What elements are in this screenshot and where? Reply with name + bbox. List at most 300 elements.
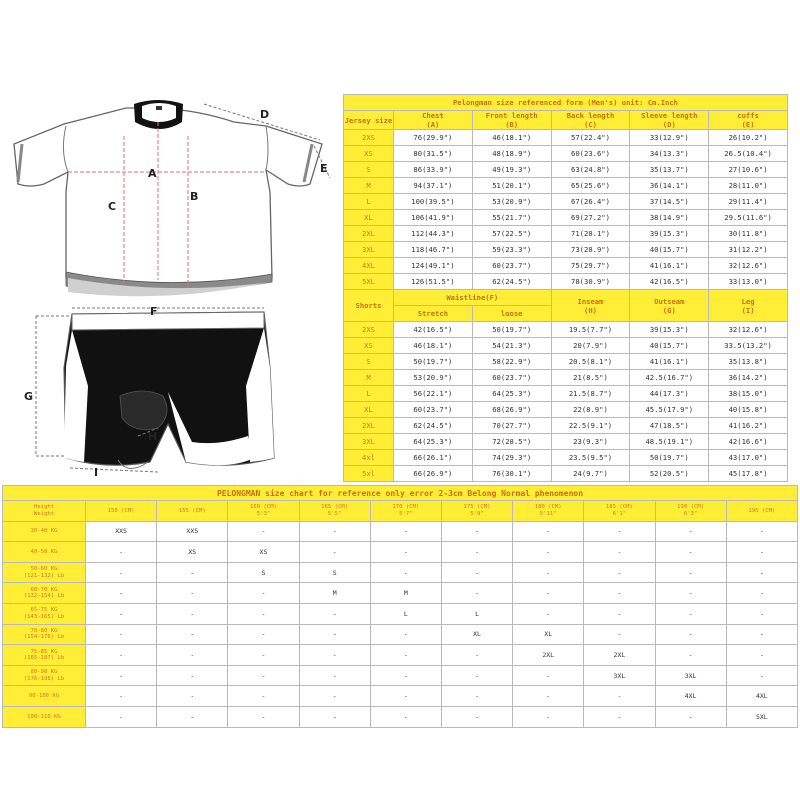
measure-cell: 59(23.3") xyxy=(472,242,551,258)
size-recommendation-cell: - xyxy=(370,521,441,542)
header-code: (C) xyxy=(584,120,597,129)
measure-cell: 20.5(8.1") xyxy=(551,354,630,370)
weight-kg: 100-110 KG xyxy=(27,713,61,720)
measure-cell: 30(11.8") xyxy=(709,226,788,242)
measure-cell: 26(10.2") xyxy=(709,130,788,146)
height-header xyxy=(157,501,228,522)
header-name: Leg xyxy=(741,296,755,306)
weight-lb: (165-187) Lb xyxy=(23,654,65,661)
size-cell: XS xyxy=(344,338,394,354)
size-recommendation-cell: - xyxy=(513,521,584,542)
jersey-size-row xyxy=(344,178,788,194)
measure-cell: 36(14.2") xyxy=(709,370,788,386)
size-recommendation-cell: - xyxy=(513,542,584,563)
size-recommendation-cell: - xyxy=(441,706,512,727)
weight-row xyxy=(3,542,798,563)
back-length-header xyxy=(551,111,630,130)
size-cell: 2XL xyxy=(344,226,394,242)
weight-cell xyxy=(3,562,86,583)
measure-cell: 49(19.3") xyxy=(472,162,551,178)
height-header xyxy=(655,501,726,522)
measure-cell: 22.5(9.1") xyxy=(551,418,630,434)
size-recommendation-cell: - xyxy=(370,665,441,686)
label-d: D xyxy=(260,108,270,121)
sleeve-length-header xyxy=(630,111,709,130)
measure-cell: 31(12.2") xyxy=(709,242,788,258)
height-ft: 5'5" xyxy=(327,510,342,517)
size-recommendation-cell: - xyxy=(441,583,512,604)
size-recommendation-cell: - xyxy=(655,562,726,583)
measure-cell: 51(20.1") xyxy=(472,178,551,194)
measure-cell: 26.5(10.4") xyxy=(709,146,788,162)
shorts-size-row xyxy=(344,370,788,386)
weight-cell xyxy=(3,665,86,686)
measure-cell: 21.5(8.7") xyxy=(551,386,630,402)
size-recommendation-cell: - xyxy=(513,562,584,583)
header-name: Sleeve length xyxy=(641,111,698,120)
header-code: (B) xyxy=(505,120,519,129)
size-recommendation-cell: - xyxy=(726,603,797,624)
jersey-size-row xyxy=(344,226,788,242)
measure-cell: 40(15.7") xyxy=(630,242,709,258)
height-cm: 160 (CM) xyxy=(249,504,277,511)
size-recommendation-cell: - xyxy=(441,521,512,542)
measure-cell: 56(22.1") xyxy=(394,386,473,402)
size-recommendation-cell: M xyxy=(299,583,370,604)
size-cell: 2XL xyxy=(344,418,394,434)
height-cm: 175 (CM) xyxy=(463,504,491,511)
measure-cell: 47(18.5") xyxy=(630,418,709,434)
height-cm: 185 (CM) xyxy=(605,504,633,511)
weight-cell xyxy=(3,583,86,604)
size-recommendation-cell: - xyxy=(157,583,228,604)
measure-cell: 112(44.3") xyxy=(394,226,473,242)
measure-cell: 64(25.3") xyxy=(472,386,551,402)
corner-height: Height xyxy=(33,504,55,511)
weight-cell xyxy=(3,706,86,727)
measure-cell: 60(23.6") xyxy=(551,146,630,162)
size-recommendation-cell: - xyxy=(86,603,157,624)
size-recommendation-cell: - xyxy=(584,562,655,583)
shorts-size-row xyxy=(344,418,788,434)
size-recommendation-cell: - xyxy=(228,521,299,542)
measure-cell: 55(21.7") xyxy=(472,210,551,226)
stretch-header: Stretch xyxy=(394,306,473,322)
weight-lb: (143-165) Lb xyxy=(23,613,65,620)
size-recommendation-cell: - xyxy=(86,624,157,645)
size-recommendation-cell: - xyxy=(157,686,228,707)
size-recommendation-cell: - xyxy=(228,624,299,645)
size-recommendation-cell: - xyxy=(157,665,228,686)
size-table-title: Pelongman size referenced form (Men's) unit: Cm.Inch xyxy=(344,95,788,111)
header-code: (G) xyxy=(662,305,676,315)
shorts-header-row xyxy=(344,290,788,306)
height-ft: 6'3" xyxy=(683,510,698,517)
weight-row xyxy=(3,665,798,686)
weight-row xyxy=(3,645,798,666)
size-recommendation-cell: - xyxy=(584,603,655,624)
size-recommendation-cell: 3XL xyxy=(584,665,655,686)
jersey-size-row xyxy=(344,162,788,178)
height-weight-corner xyxy=(3,501,86,522)
size-cell: M xyxy=(344,370,394,386)
measure-cell: 41(16.1") xyxy=(630,354,709,370)
size-cell: XL xyxy=(344,210,394,226)
measure-cell: 66(26.1") xyxy=(394,450,473,466)
weight-row xyxy=(3,583,798,604)
measure-cell: 21(8.5") xyxy=(551,370,630,386)
measure-cell: 23.5(9.5") xyxy=(551,450,630,466)
measure-cell: 69(27.2") xyxy=(551,210,630,226)
cuffs-header xyxy=(709,111,788,130)
measure-cell: 64(25.3") xyxy=(394,434,473,450)
jersey-size-row xyxy=(344,194,788,210)
measure-cell: 66(26.9") xyxy=(394,466,473,482)
size-recommendation-cell: - xyxy=(228,583,299,604)
header-code: (E) xyxy=(741,120,755,129)
loose-header: loose xyxy=(472,306,551,322)
measure-cell: 37(14.5") xyxy=(630,194,709,210)
size-recommendation-cell: - xyxy=(157,562,228,583)
waistline-header: Waistline(F) xyxy=(394,290,552,306)
garment-diagram xyxy=(8,96,340,478)
size-recommendation-cell: - xyxy=(655,645,726,666)
measure-cell: 32(12.6") xyxy=(709,322,788,338)
weight-kg: 40-50 KG xyxy=(30,548,58,555)
size-cell: 3XL xyxy=(344,242,394,258)
shorts-header: Shorts xyxy=(344,290,394,322)
measure-cell: 29.5(11.6") xyxy=(709,210,788,226)
height-cm: 180 (CM) xyxy=(534,504,562,511)
measure-cell: 100(39.5") xyxy=(394,194,473,210)
height-header xyxy=(513,501,584,522)
label-h: H xyxy=(148,430,158,443)
size-recommendation-cell: - xyxy=(86,645,157,666)
measure-cell: 46(18.1") xyxy=(472,130,551,146)
size-recommendation-cell: - xyxy=(228,665,299,686)
size-recommendation-cell: - xyxy=(299,686,370,707)
size-recommendation-cell: - xyxy=(655,583,726,604)
jersey-size-header: Jersey size xyxy=(344,111,394,130)
weight-row xyxy=(3,562,798,583)
size-table-body xyxy=(344,95,788,482)
size-recommendation-cell: - xyxy=(86,583,157,604)
size-recommendation-cell: XXS xyxy=(86,521,157,542)
measure-cell: 35(13.8") xyxy=(709,354,788,370)
shorts-size-row xyxy=(344,322,788,338)
measure-cell: 57(22.5") xyxy=(472,226,551,242)
shorts-size-row xyxy=(344,466,788,482)
jersey-drawing xyxy=(14,100,330,296)
measure-cell: 45(17.8") xyxy=(709,466,788,482)
weight-cell xyxy=(3,603,86,624)
measure-cell: 75(29.7") xyxy=(551,258,630,274)
header-name: Inseam xyxy=(577,296,604,306)
size-recommendation-cell: - xyxy=(370,686,441,707)
header-code: (I) xyxy=(741,305,755,315)
size-recommendation-cell: L xyxy=(370,603,441,624)
size-cell: 2XS xyxy=(344,130,394,146)
table-title-row xyxy=(344,95,788,111)
size-recommendation-cell: - xyxy=(513,665,584,686)
size-recommendation-cell: XS xyxy=(157,542,228,563)
measure-cell: 70(27.7") xyxy=(472,418,551,434)
size-cell: M xyxy=(344,178,394,194)
jersey-size-row xyxy=(344,274,788,290)
size-recommendation-cell: - xyxy=(584,542,655,563)
measure-cell: 39(15.3") xyxy=(630,226,709,242)
size-recommendation-cell: - xyxy=(441,665,512,686)
size-recommendation-cell: - xyxy=(299,521,370,542)
size-recommendation-cell: - xyxy=(441,562,512,583)
size-cell: 4XL xyxy=(344,258,394,274)
measure-cell: 40(15.7") xyxy=(630,338,709,354)
shorts-size-row xyxy=(344,386,788,402)
measure-cell: 38(14.9") xyxy=(630,210,709,226)
measure-cell: 76(29.9") xyxy=(394,130,473,146)
header-name: Chest xyxy=(422,111,444,120)
size-cell: S xyxy=(344,354,394,370)
measure-cell: 28(11.0") xyxy=(709,178,788,194)
measure-cell: 73(28.9") xyxy=(551,242,630,258)
header-code: (A) xyxy=(426,120,440,129)
weight-kg: 60-70 KG xyxy=(30,586,58,593)
size-cell: L xyxy=(344,194,394,210)
weight-row xyxy=(3,686,798,707)
measure-cell: 24(9.7") xyxy=(551,466,630,482)
weight-cell xyxy=(3,624,86,645)
jersey-size-row xyxy=(344,130,788,146)
height-header-row xyxy=(3,501,798,522)
size-recommendation-cell: - xyxy=(157,624,228,645)
corner-weight: Weight xyxy=(33,510,55,517)
measure-cell: 126(51.5") xyxy=(394,274,473,290)
shorts-size-row xyxy=(344,354,788,370)
size-recommendation-cell: 3XL xyxy=(655,665,726,686)
measure-cell: 63(24.8") xyxy=(551,162,630,178)
weight-lb: (132-154) Lb xyxy=(23,593,65,600)
size-recommendation-cell: - xyxy=(86,562,157,583)
weight-kg: 50-60 KG xyxy=(30,566,58,573)
height-cm: 170 (CM) xyxy=(392,504,420,511)
size-recommendation-cell: XS xyxy=(228,542,299,563)
size-recommendation-cell: - xyxy=(726,665,797,686)
height-header xyxy=(228,501,299,522)
weight-row xyxy=(3,624,798,645)
height-ft: 5'7" xyxy=(399,510,413,517)
weight-kg: 30-40 KG xyxy=(30,528,58,535)
measure-cell: 53(20.9") xyxy=(394,370,473,386)
chart-title-row xyxy=(3,486,798,501)
measure-cell: 35(13.7") xyxy=(630,162,709,178)
weight-kg: 80-90 KG xyxy=(30,669,58,676)
measure-cell: 41(16.1") xyxy=(630,258,709,274)
size-cell: 5xl xyxy=(344,466,394,482)
size-recommendation-cell: - xyxy=(584,706,655,727)
size-recommendation-cell: - xyxy=(513,603,584,624)
measure-cell: 39(15.3") xyxy=(630,322,709,338)
size-recommendation-cell: 4XL xyxy=(726,686,797,707)
size-recommendation-cell: - xyxy=(157,645,228,666)
size-recommendation-cell: - xyxy=(726,542,797,563)
weight-kg: 65-75 KG xyxy=(30,607,58,614)
measure-cell: 33(12.9") xyxy=(630,130,709,146)
measure-cell: 43(17.0") xyxy=(709,450,788,466)
leg-header xyxy=(709,290,788,322)
measure-cell: 42(16.6") xyxy=(709,434,788,450)
weight-row xyxy=(3,521,798,542)
size-recommendation-cell: 5XL xyxy=(726,706,797,727)
measure-cell: 67(26.4") xyxy=(551,194,630,210)
size-recommendation-cell: - xyxy=(157,706,228,727)
size-recommendation-cell: XL xyxy=(513,624,584,645)
size-recommendation-cell: - xyxy=(370,645,441,666)
measure-cell: 32(12.6") xyxy=(709,258,788,274)
label-c: C xyxy=(108,200,117,213)
header-name: Back length xyxy=(566,111,615,120)
weight-kg: 75-85 KG xyxy=(30,648,58,655)
measure-cell: 65(25.6") xyxy=(551,178,630,194)
size-recommendation-cell: - xyxy=(370,624,441,645)
size-recommendation-cell: - xyxy=(299,665,370,686)
size-recommendation-cell: - xyxy=(157,603,228,624)
measure-cell: 68(26.9") xyxy=(472,402,551,418)
size-recommendation-cell: - xyxy=(228,603,299,624)
weight-kg: 90-100 KG xyxy=(28,692,60,699)
size-recommendation-cell: - xyxy=(726,583,797,604)
weight-cell xyxy=(3,542,86,563)
height-header xyxy=(86,501,157,522)
size-recommendation-cell: - xyxy=(370,542,441,563)
size-cell: 5XL xyxy=(344,274,394,290)
size-recommendation-cell: - xyxy=(299,706,370,727)
size-recommendation-cell: - xyxy=(228,706,299,727)
height-cm: 155 (CM) xyxy=(178,507,206,514)
size-recommendation-cell: - xyxy=(299,624,370,645)
header-name: Outseam xyxy=(654,296,685,306)
measure-cell: 58(22.9") xyxy=(472,354,551,370)
height-ft: 5'3" xyxy=(256,510,271,517)
weight-cell xyxy=(3,521,86,542)
label-a: A xyxy=(148,167,157,180)
measure-cell: 42.5(16.7") xyxy=(630,370,709,386)
size-recommendation-cell: XXS xyxy=(157,521,228,542)
size-recommendation-cell: - xyxy=(299,542,370,563)
height-header xyxy=(441,501,512,522)
measure-cell: 53(20.9") xyxy=(472,194,551,210)
measure-cell: 52(20.5") xyxy=(630,466,709,482)
height-header xyxy=(584,501,655,522)
header-name: cuffs xyxy=(737,111,759,120)
measure-cell: 45.5(17.9") xyxy=(630,402,709,418)
measure-cell: 33.5(13.2") xyxy=(709,338,788,354)
garment-size-table xyxy=(343,94,788,482)
measure-cell: 124(49.1") xyxy=(394,258,473,274)
measure-cell: 62(24.5") xyxy=(394,418,473,434)
size-recommendation-cell: - xyxy=(228,686,299,707)
chest-header xyxy=(394,111,473,130)
size-cell: XL xyxy=(344,402,394,418)
measure-cell: 50(19.7") xyxy=(394,354,473,370)
height-weight-chart xyxy=(2,485,798,728)
size-recommendation-cell: S xyxy=(299,562,370,583)
jersey-size-row xyxy=(344,146,788,162)
weight-lb: (121-132) Lb xyxy=(23,572,65,579)
height-ft: 5'11" xyxy=(539,510,557,517)
measure-cell: 50(19.7") xyxy=(472,322,551,338)
size-recommendation-cell: - xyxy=(584,686,655,707)
size-recommendation-cell: - xyxy=(513,583,584,604)
measure-cell: 60(23.7") xyxy=(472,258,551,274)
height-cm: 195 (CM) xyxy=(748,507,776,514)
measure-cell: 76(30.1") xyxy=(472,466,551,482)
weight-cell xyxy=(3,645,86,666)
header-code: (D) xyxy=(662,120,676,129)
size-recommendation-cell: - xyxy=(584,583,655,604)
weight-row xyxy=(3,706,798,727)
label-g: G xyxy=(24,390,34,403)
size-recommendation-cell: - xyxy=(584,521,655,542)
label-f: F xyxy=(150,305,158,318)
shorts-size-row xyxy=(344,434,788,450)
size-recommendation-cell: - xyxy=(655,521,726,542)
size-cell: 2XS xyxy=(344,322,394,338)
size-recommendation-cell: S xyxy=(228,562,299,583)
height-header xyxy=(370,501,441,522)
weight-row xyxy=(3,603,798,624)
measure-cell: 80(31.5") xyxy=(394,146,473,162)
height-ft: 5'9" xyxy=(470,510,484,517)
inseam-header xyxy=(551,290,630,322)
size-recommendation-cell: 2XL xyxy=(584,645,655,666)
measure-cell: 74(29.3") xyxy=(472,450,551,466)
measure-cell: 106(41.9") xyxy=(394,210,473,226)
size-recommendation-cell: - xyxy=(726,521,797,542)
size-recommendation-cell: M xyxy=(370,583,441,604)
size-recommendation-cell: 2XL xyxy=(513,645,584,666)
size-recommendation-cell: - xyxy=(299,603,370,624)
weight-lb: (176-198) Lb xyxy=(23,675,65,682)
size-recommendation-cell: - xyxy=(513,706,584,727)
size-cell: S xyxy=(344,162,394,178)
measure-cell: 48.5(19.1") xyxy=(630,434,709,450)
weight-lb: (154-176) Lb xyxy=(23,634,65,641)
measure-cell: 94(37.1") xyxy=(394,178,473,194)
outseam-header xyxy=(630,290,709,322)
measure-cell: 118(46.7") xyxy=(394,242,473,258)
measure-cell: 41(16.2") xyxy=(709,418,788,434)
weight-kg: 70-80 KG xyxy=(30,627,58,634)
measure-cell: 86(33.9") xyxy=(394,162,473,178)
height-ft: 6'1" xyxy=(612,510,627,517)
measure-cell: 72(28.5") xyxy=(472,434,551,450)
jersey-header-row xyxy=(344,111,788,130)
size-cell: 3XL xyxy=(344,434,394,450)
size-recommendation-cell: L xyxy=(441,603,512,624)
measure-cell: 38(15.0") xyxy=(709,386,788,402)
size-recommendation-cell: - xyxy=(299,645,370,666)
measure-cell: 22(8.9") xyxy=(551,402,630,418)
size-recommendation-cell: XL xyxy=(441,624,512,645)
height-header xyxy=(726,501,797,522)
height-cm: 190 (CM) xyxy=(677,504,705,511)
measure-cell: 36(14.1") xyxy=(630,178,709,194)
header-name: Front length xyxy=(485,111,538,120)
size-recommendation-cell: - xyxy=(228,645,299,666)
size-cell: XS xyxy=(344,146,394,162)
size-recommendation-cell: - xyxy=(726,624,797,645)
chart-title: PELONGMAN size chart for reference only error 2-3cm Belong Normal phenomenon xyxy=(3,486,798,501)
